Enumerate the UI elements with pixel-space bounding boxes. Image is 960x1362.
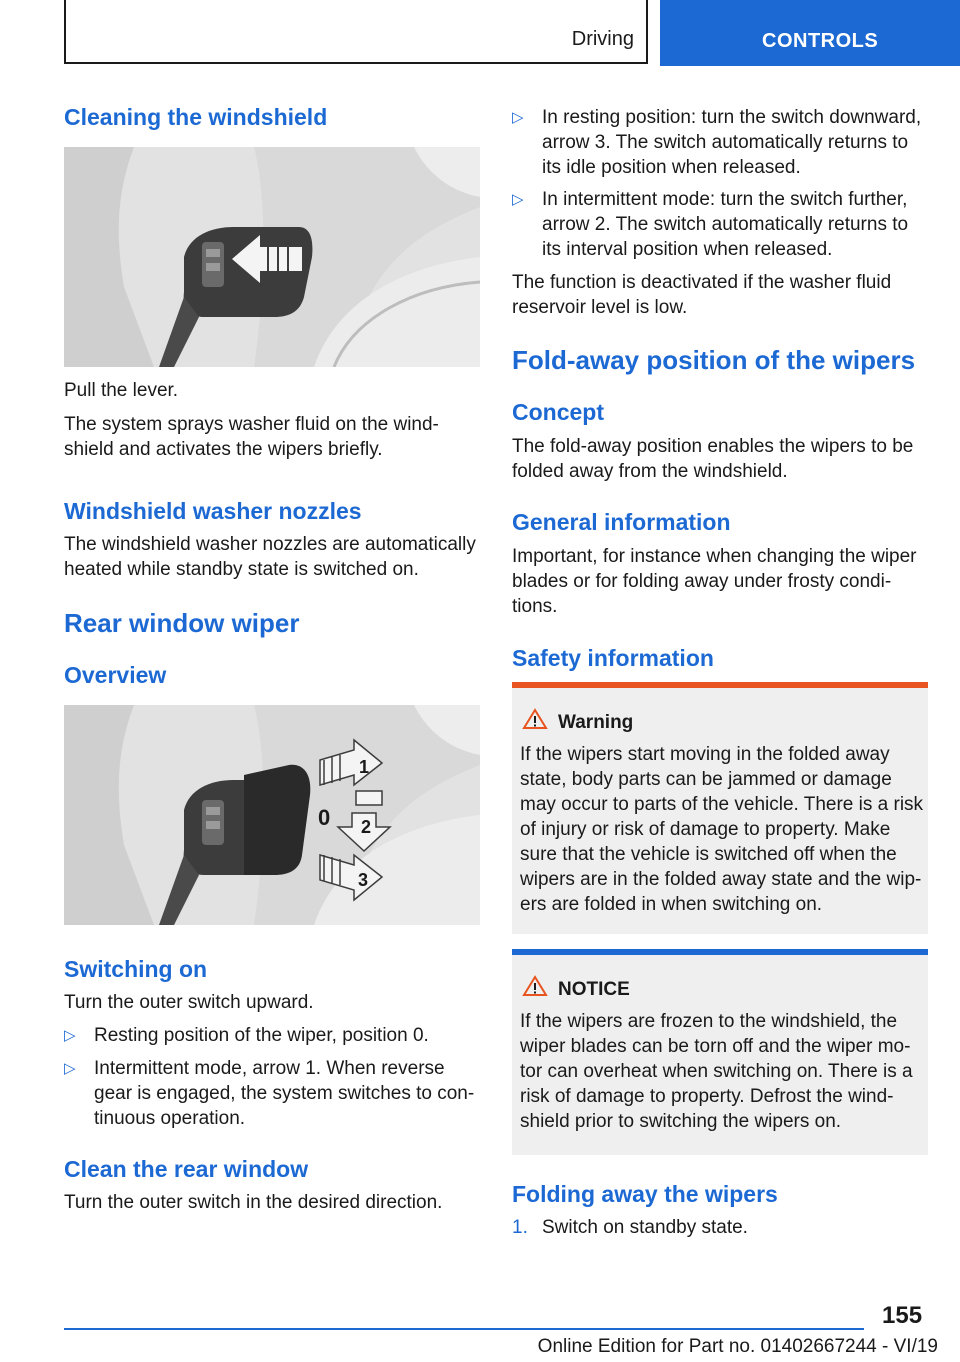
warning-triangle-icon <box>522 975 548 997</box>
lever-pull-figure <box>64 147 480 367</box>
step-text: Switch on standby state. <box>542 1217 748 1238</box>
figure-label-0: 0 <box>318 805 331 830</box>
warning-bar <box>512 682 928 688</box>
heading-clean-rear-window: Clean the rear window <box>64 1156 309 1182</box>
text-pull-lever: Pull the lever. <box>64 380 179 401</box>
warning-triangle-icon <box>522 708 548 730</box>
warning-box <box>512 682 928 934</box>
list-item-text: In intermittent mode: turn the switch further, arrow 2. The switch automatically returns to its interval position when released. <box>542 189 909 260</box>
figure-label-1: 1 <box>359 757 370 777</box>
triangle-bullet-icon: ▷ <box>512 191 524 208</box>
heading-washer-nozzles: Windshield washer nozzles <box>64 498 362 524</box>
header-section-box <box>64 0 648 64</box>
notice-bar <box>512 949 928 955</box>
heading-folding-away-wipers: Folding away the wipers <box>512 1181 778 1207</box>
list-item-text: Intermittent mode, arrow 1. When reverse gear is engaged, the system switches to con‐ tinuous operation. <box>94 1058 475 1129</box>
triangle-bullet-icon: ▷ <box>512 109 524 126</box>
heading-fold-away-position: Fold-away position of the wipers <box>512 345 916 375</box>
figure-label-3: 3 <box>358 870 369 890</box>
footer-divider <box>64 1328 864 1330</box>
list-item <box>512 105 928 181</box>
triangle-bullet-icon: ▷ <box>64 1027 76 1044</box>
list-item <box>64 1056 480 1132</box>
notice-title: NOTICE <box>558 979 630 1000</box>
lever-pull-illustration <box>64 147 480 367</box>
triangle-bullet-icon: ▷ <box>64 1060 76 1077</box>
rear-wiper-switch-figure <box>64 705 480 925</box>
text-concept: The fold-away position enables the wipers to be folded away from the windshield. <box>512 436 914 482</box>
warning-text: If the wipers start moving in the folded away state, body parts can be jammed or damage may occur to parts of the vehicle. There is a risk of injury or risk of damage to property. Make sure that the vehicle is switched off when the wipers are in the folded away state and the wip‐ ers are folded in when switching on. <box>520 744 924 915</box>
rear-wiper-illustration <box>64 705 480 925</box>
header-section: Driving <box>571 28 634 50</box>
step-number: 1. <box>512 1217 528 1238</box>
heading-cleaning-windshield: Cleaning the windshield <box>64 104 328 130</box>
notice-box <box>512 949 928 1155</box>
list-item-text: In resting position: turn the switch downward, arrow 3. The switch automatically returns to its idle position when released. <box>542 107 922 178</box>
header-chapter: CONTROLS <box>762 30 879 52</box>
heading-switching-on: Switching on <box>64 956 208 982</box>
text-washer-nozzles: The windshield washer nozzles are automatically heated while standby state is switched on. <box>64 534 476 580</box>
list-item <box>64 1023 480 1049</box>
header-chapter-box <box>660 0 960 66</box>
page-number: 155 <box>882 1302 923 1329</box>
heading-concept: Concept <box>512 399 604 425</box>
text-general-information: Important, for instance when changing the wiper blades or for folding away under frosty condi‐ tions. <box>512 546 917 617</box>
heading-safety-information: Safety information <box>512 645 714 671</box>
text-switching-on: Turn the outer switch upward. <box>64 992 314 1013</box>
edition-text: Online Edition for Part no. 01402667244 - VI/19 <box>537 1336 938 1357</box>
list-item <box>512 1215 928 1241</box>
figure-label-2: 2 <box>361 817 372 837</box>
heading-overview: Overview <box>64 662 167 688</box>
list-item-text: Resting position of the wiper, position 0. <box>94 1025 429 1046</box>
heading-general-information: General information <box>512 509 731 535</box>
list-item <box>512 187 928 263</box>
warning-title: Warning <box>558 712 634 733</box>
notice-text: If the wipers are frozen to the windshield, the wiper blades can be torn off and the wiper mo‐ tor can overheat when switching on. There is a risk of damage to property. Defrost the wind‐ shield prior to switching the wipers on. <box>520 1011 913 1132</box>
text-function-deactivated: The function is deactivated if the washer fluid reservoir level is low. <box>512 272 892 318</box>
text-system-sprays: The system sprays washer fluid on the wind‐ shield and activates the wipers briefly. <box>64 414 439 460</box>
text-clean-rear-window: Turn the outer switch in the desired direction. <box>64 1192 443 1213</box>
heading-rear-wiper: Rear window wiper <box>64 608 300 638</box>
